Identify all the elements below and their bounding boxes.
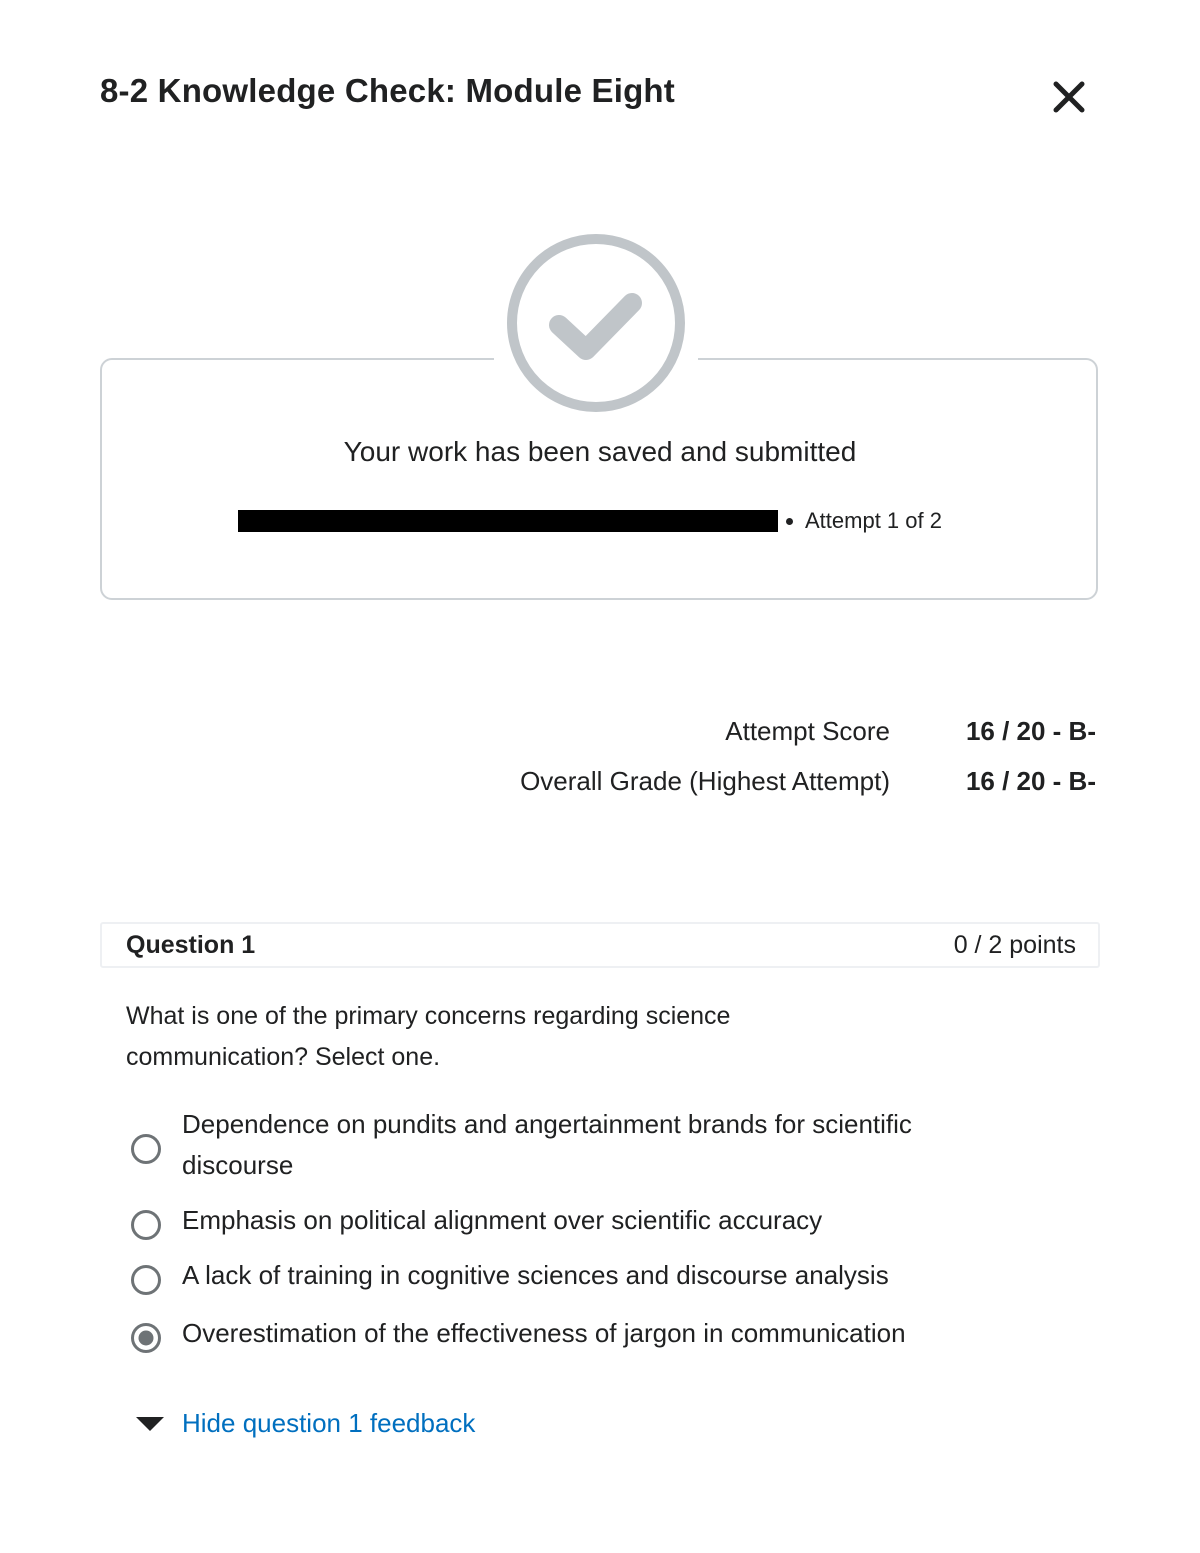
question-header [100, 922, 1100, 968]
hide-feedback-link[interactable]: Hide question 1 feedback [182, 1408, 476, 1438]
answer-option[interactable] [130, 1255, 1012, 1296]
radio-selected-icon[interactable] [130, 1322, 162, 1354]
score-label: Overall Grade (Highest Attempt) [520, 766, 890, 796]
attempt-info [238, 506, 942, 536]
answer-option-label: A lack of training in cognitive sciences and discourse analysis [182, 1260, 889, 1290]
question-title: Question 1 [126, 930, 256, 959]
checkmark-circle-icon [504, 231, 688, 415]
answer-option-label: Overestimation of the effectiveness of jargon in communication [182, 1318, 906, 1348]
page-title: 8-2 Knowledge Check: Module Eight [100, 72, 675, 109]
attempt-count: Attempt 1 of 2 [805, 508, 942, 533]
hide-feedback-toggle[interactable] [134, 1408, 475, 1439]
score-value: 16 / 20 - B- [965, 716, 1096, 746]
overall-grade-row [520, 766, 1096, 797]
radio-unselected-icon[interactable] [130, 1209, 162, 1241]
answer-option[interactable] [130, 1200, 1012, 1241]
attempt-score-row [725, 716, 1096, 747]
redacted-block [238, 510, 778, 532]
caret-down-icon [134, 1414, 166, 1434]
separator-dot [786, 518, 793, 525]
score-label: Attempt Score [725, 716, 890, 746]
score-value: 16 / 20 - B- [965, 766, 1096, 796]
radio-unselected-icon[interactable] [130, 1264, 162, 1296]
submission-status [494, 228, 698, 418]
close-icon [1046, 74, 1092, 120]
answer-option-selected[interactable] [130, 1313, 1012, 1354]
answer-option[interactable] [130, 1104, 1012, 1186]
radio-unselected-icon[interactable] [130, 1133, 162, 1165]
answer-option-label: Emphasis on political alignment over scientific accuracy [182, 1205, 823, 1235]
question-points: 0 / 2 points [953, 930, 1076, 959]
question-text: What is one of the primary concerns regarding science communication? Select one. [126, 1002, 731, 1071]
submission-message: Your work has been saved and submitted [343, 436, 857, 467]
answer-option-label: Dependence on pundits and angertainment brands for scientific discourse [182, 1109, 912, 1180]
close-button[interactable] [1046, 74, 1092, 120]
